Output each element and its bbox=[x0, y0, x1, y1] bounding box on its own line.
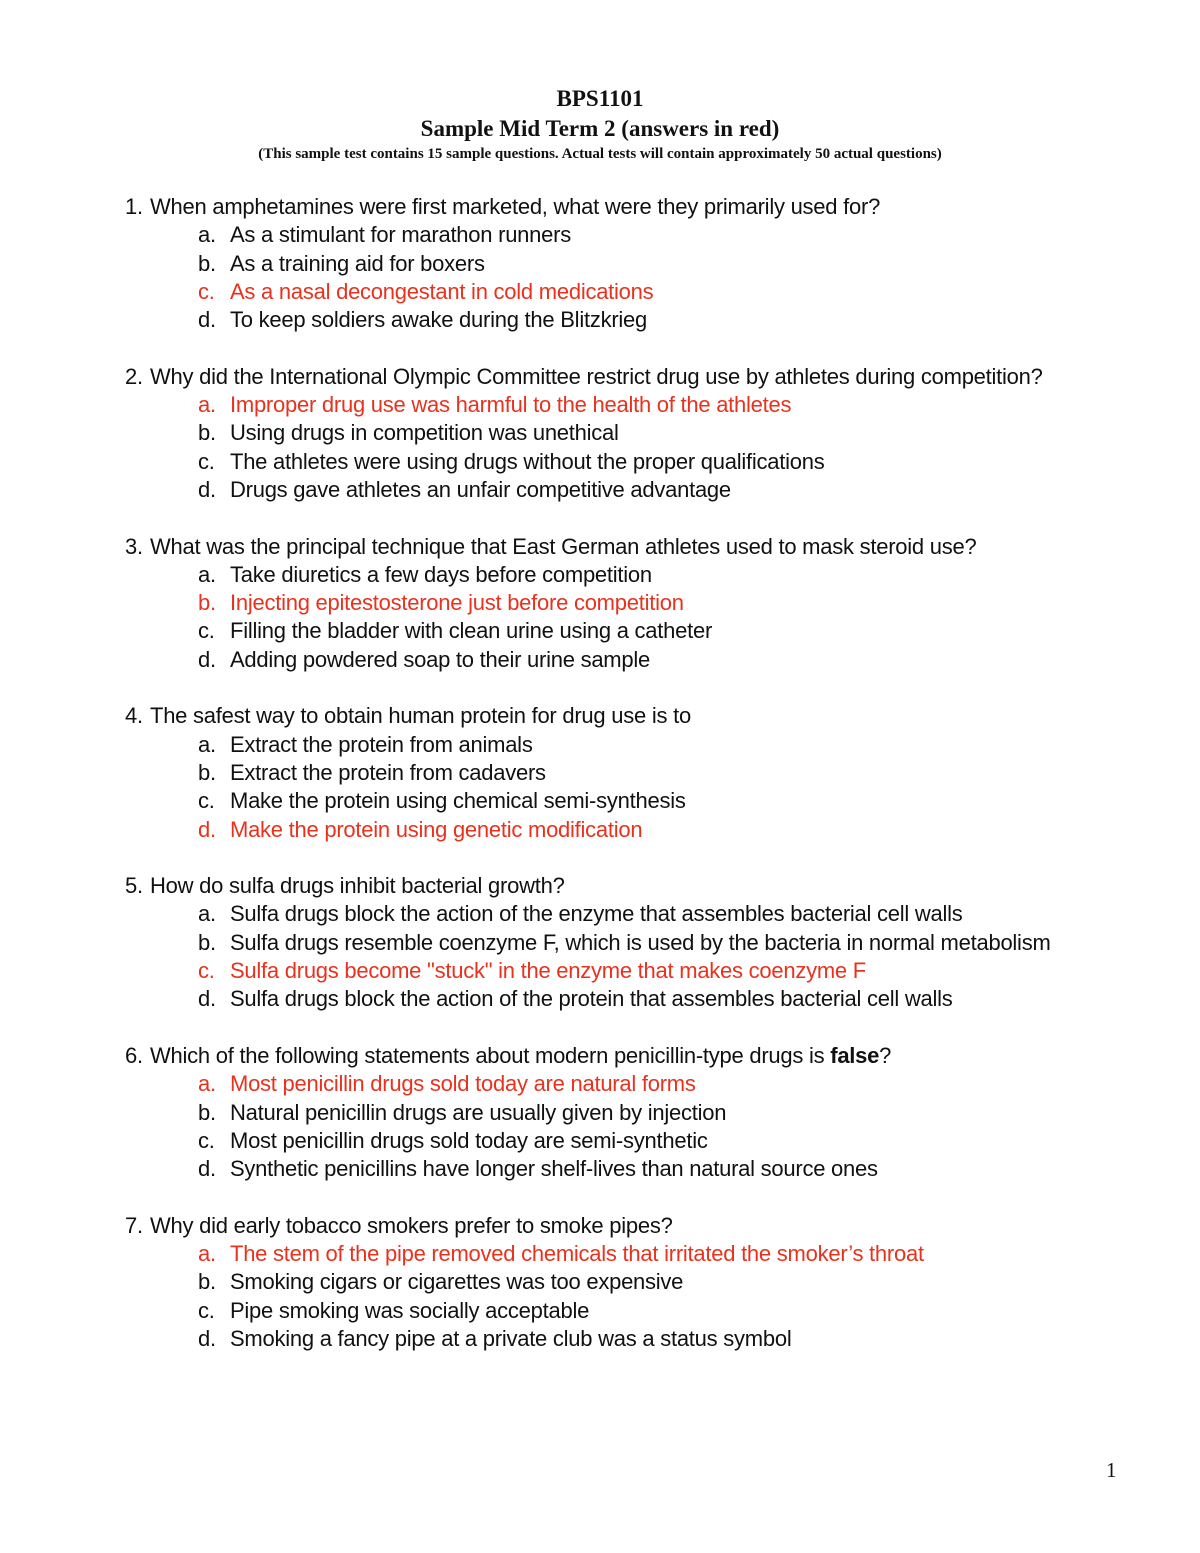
option-text: Filling the bladder with clean urine using a catheter bbox=[230, 618, 713, 644]
option-text: Natural penicillin drugs are usually given by injection bbox=[230, 1099, 727, 1125]
option-text: Sulfa drugs block the action of the enzyme that assembles bacterial cell walls bbox=[230, 901, 963, 927]
question-text: How do sulfa drugs inhibit bacterial growth? bbox=[150, 873, 565, 899]
answer-option bbox=[125, 617, 1125, 645]
answer-option-correct bbox=[125, 278, 1125, 306]
answer-option bbox=[125, 929, 1125, 957]
option-text: Sulfa drugs resemble coenzyme F, which is used by the bacteria in normal metabolism bbox=[230, 929, 1051, 955]
option-letter: a. bbox=[198, 392, 216, 418]
question-stem bbox=[125, 702, 1125, 730]
option-text: Most penicillin drugs sold today are natural forms bbox=[230, 1071, 696, 1097]
question-stem bbox=[125, 872, 1125, 900]
question-2 bbox=[125, 363, 1125, 504]
answer-option bbox=[125, 1268, 1125, 1296]
option-text: Injecting epitestosterone just before competition bbox=[230, 590, 684, 616]
option-letter: c. bbox=[198, 278, 215, 304]
course-code: BPS1101 bbox=[556, 86, 644, 111]
question-number: 7. bbox=[125, 1212, 143, 1238]
option-letter: a. bbox=[198, 1240, 216, 1266]
option-letter: d. bbox=[198, 1156, 216, 1182]
option-letter: d. bbox=[198, 816, 216, 842]
question-number: 5. bbox=[125, 873, 143, 899]
question-number: 3. bbox=[125, 533, 143, 559]
answer-option bbox=[125, 561, 1125, 589]
option-text: The stem of the pipe removed chemicals that irritated the smoker’s throat bbox=[230, 1240, 924, 1266]
option-text: Make the protein using chemical semi-synthesis bbox=[230, 788, 686, 814]
option-letter: c. bbox=[198, 448, 215, 474]
option-letter: c. bbox=[198, 788, 215, 814]
option-text: Most penicillin drugs sold today are semi-synthetic bbox=[230, 1127, 708, 1153]
option-text: Make the protein using genetic modification bbox=[230, 816, 643, 842]
option-text: To keep soldiers awake during the Blitzkrieg bbox=[230, 307, 648, 333]
answer-option-correct bbox=[125, 1240, 1125, 1268]
answer-option bbox=[125, 731, 1125, 759]
question-end: ? bbox=[879, 1042, 892, 1068]
option-text: Using drugs in competition was unethical bbox=[230, 420, 619, 446]
option-letter: c. bbox=[198, 618, 215, 644]
option-text: As a nasal decongestant in cold medications bbox=[230, 278, 654, 304]
question-emphasis: false bbox=[830, 1042, 880, 1068]
option-text: Drugs gave athletes an unfair competitive advantage bbox=[230, 476, 731, 502]
option-letter: b. bbox=[198, 590, 216, 616]
question-number: 1. bbox=[125, 194, 143, 219]
option-letter: b. bbox=[198, 929, 216, 955]
document-title: Sample Mid Term 2 (answers in red) bbox=[420, 116, 780, 141]
option-letter: b. bbox=[198, 420, 216, 446]
answer-option bbox=[125, 1325, 1125, 1353]
option-letter: b. bbox=[198, 1099, 216, 1125]
question-list bbox=[125, 193, 1125, 1381]
option-text: As a training aid for boxers bbox=[230, 250, 485, 276]
answer-option-correct bbox=[125, 589, 1125, 617]
option-letter: a. bbox=[198, 901, 216, 927]
question-stem bbox=[125, 1042, 1125, 1070]
option-letter: a. bbox=[198, 1071, 216, 1097]
question-stem bbox=[125, 193, 1125, 221]
question-text: Why did the International Olympic Committee restrict drug use by athletes during competition? bbox=[150, 363, 1043, 389]
option-text: Synthetic penicillins have longer shelf-lives than natural source ones bbox=[230, 1156, 878, 1182]
question-3 bbox=[125, 533, 1125, 674]
answer-option bbox=[125, 1127, 1125, 1155]
question-1 bbox=[125, 193, 1125, 334]
option-letter: c. bbox=[198, 958, 215, 984]
option-text: Extract the protein from cadavers bbox=[230, 759, 546, 785]
answer-option-correct bbox=[125, 391, 1125, 419]
option-letter: a. bbox=[198, 731, 216, 757]
answer-option bbox=[125, 476, 1125, 504]
question-stem bbox=[125, 1212, 1125, 1240]
option-letter: d. bbox=[198, 986, 216, 1012]
option-letter: d. bbox=[198, 1325, 216, 1351]
answer-option bbox=[125, 419, 1125, 447]
option-letter: d. bbox=[198, 646, 216, 672]
option-text: Improper drug use was harmful to the health of the athletes bbox=[230, 392, 792, 418]
answer-option bbox=[125, 787, 1125, 815]
option-text: Sulfa drugs become "stuck" in the enzyme that makes coenzyme F bbox=[230, 958, 866, 984]
document-header bbox=[0, 84, 1200, 164]
question-4 bbox=[125, 702, 1125, 843]
option-letter: d. bbox=[198, 307, 216, 333]
answer-option bbox=[125, 221, 1125, 249]
option-letter: c. bbox=[198, 1127, 215, 1153]
question-7 bbox=[125, 1212, 1125, 1353]
option-text: Take diuretics a few days before competition bbox=[230, 561, 652, 587]
option-text: Adding powdered soap to their urine sample bbox=[230, 646, 650, 672]
question-number: 6. bbox=[125, 1042, 143, 1068]
option-letter: b. bbox=[198, 1269, 216, 1295]
question-stem bbox=[125, 363, 1125, 391]
question-text: Why did early tobacco smokers prefer to smoke pipes? bbox=[150, 1212, 673, 1238]
page-number: 1 bbox=[1106, 1458, 1117, 1482]
answer-option bbox=[125, 759, 1125, 787]
answer-option bbox=[125, 250, 1125, 278]
answer-option bbox=[125, 448, 1125, 476]
option-text: Smoking cigars or cigarettes was too expensive bbox=[230, 1269, 684, 1295]
answer-option bbox=[125, 646, 1125, 674]
answer-option-correct bbox=[125, 1070, 1125, 1098]
sample-test-note: (This sample test contains 15 sample questions. Actual tests will contain approximately 50 actual questions) bbox=[258, 146, 942, 162]
question-text: What was the principal technique that East German athletes used to mask steroid use? bbox=[150, 533, 977, 559]
answer-option-correct bbox=[125, 957, 1125, 985]
answer-option bbox=[125, 1099, 1125, 1127]
answer-option bbox=[125, 1155, 1125, 1183]
question-text: Which of the following statements about modern penicillin-type drugs is bbox=[150, 1042, 831, 1068]
answer-option bbox=[125, 985, 1125, 1013]
answer-option bbox=[125, 1297, 1125, 1325]
option-text: The athletes were using drugs without the proper qualifications bbox=[230, 448, 825, 474]
question-text: The safest way to obtain human protein for drug use is to bbox=[150, 703, 691, 729]
answer-option bbox=[125, 900, 1125, 928]
question-stem bbox=[125, 533, 1125, 561]
option-text: Sulfa drugs block the action of the protein that assembles bacterial cell walls bbox=[230, 986, 953, 1012]
question-text: When amphetamines were first marketed, what were they primarily used for? bbox=[150, 194, 881, 219]
option-letter: b. bbox=[198, 759, 216, 785]
question-number: 2. bbox=[125, 363, 143, 389]
option-text: Smoking a fancy pipe at a private club was a status symbol bbox=[230, 1325, 792, 1351]
option-letter: a. bbox=[198, 222, 216, 248]
option-letter: b. bbox=[198, 250, 216, 276]
option-letter: a. bbox=[198, 561, 216, 587]
option-letter: d. bbox=[198, 476, 216, 502]
option-letter: c. bbox=[198, 1297, 215, 1323]
option-text: Extract the protein from animals bbox=[230, 731, 533, 757]
question-6 bbox=[125, 1042, 1125, 1183]
question-number: 4. bbox=[125, 703, 143, 729]
question-5 bbox=[125, 872, 1125, 1013]
answer-option bbox=[125, 306, 1125, 334]
option-text: As a stimulant for marathon runners bbox=[230, 222, 571, 248]
option-text: Pipe smoking was socially acceptable bbox=[230, 1297, 590, 1323]
answer-option-correct bbox=[125, 816, 1125, 844]
